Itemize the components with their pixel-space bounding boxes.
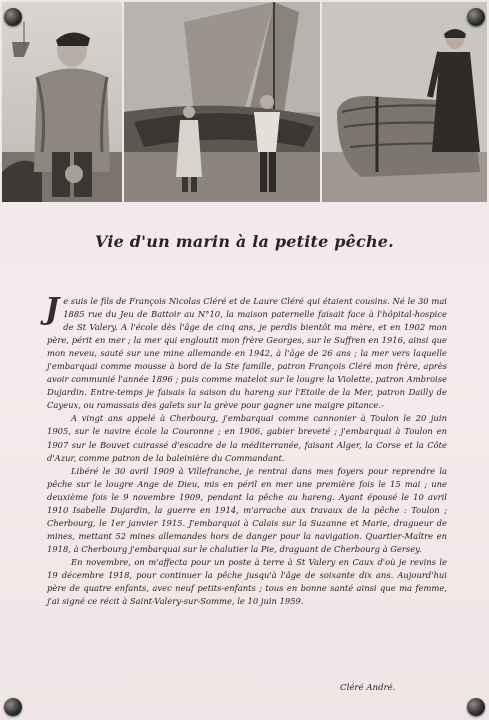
dropcap: J [45, 292, 60, 327]
paragraph-1: Je suis le fils de François Nicolas Cléré et de Laure Cléré qui étaient cousins. Né le 30 mai 1885 rue du Jeu de Battoir au N°10, la maison paternelle faisait face à l'hôpital-hospice de St Valery. A l'école dès l'âge de cinq ans, je perdis bientôt ma mère, et en 1902 mon père, périt en mer ; la mer qui engloutit mon frère Georges, sur le Suffren en 1916, ainsi que mon neveu, sauté sur une mine allemande en 1942, à l'âge de 26 ans ; la mer vers laquelle j'embarquai comme mousse à bord de la Ste famille, patron François Cléré mon frère, après avoir communié l'année 1896 ; puis comme matelot sur le lougre la Violette, patron Ambroise Dujardin. Entre-temps je faisais la saison du hareng sur l'Etoile de la Mer, patron Dailly de Cayeux, ou ramassais des galets sur la grève pour gagner une maigre pitance.- [45, 292, 447, 411]
paragraph-3: Libéré le 30 avril 1909 à Villefranche, je rentrai dans mes foyers pour reprendre la pêche sur le lougre Ange de Dieu, mis en péril en mer une première fois le 15 mai ; une deuxième fois le 9 novembre 1909, pendant la pêche au hareng. Ayant épousé le 10 avril 1910 Isabelle Dujardin, la guerre en 1914, m'arrache aux travaux de la pêche : Toulon ; Cherbourg, le 1er janvier 1915. J'embarquai à Calais sur la Suzanne et Marie, dragueur de mines, mettant 52 mines allemandes hors de danger pour la navigation. Quartier-Maître en 1918, à Cherbourg j'embarquai sur le chalutier la Pie, draguant de Cherbourg à Gersey. [47, 465, 447, 554]
paragraph-4: En novembre, on m'affecta pour un poste à terre à St Valery en Caux d'où je revins le 19 décembre 1918, pour continuer la pêche jusqu'à l'âge de soixante dix ans. Aujourd'hui père de quatre enfants, avec neuf petits-enfants ; tous en bonne santé ainsi que ma femme, j'ai signé ce récit à Saint-Valery-sur-Somme, le 10 juin 1959. [47, 556, 447, 607]
woman-on-boat-photo [322, 2, 487, 202]
screw-icon [4, 698, 22, 716]
story-text [45, 292, 447, 608]
screw-icon [467, 698, 485, 716]
signature: Cléré André. [340, 683, 396, 693]
screw-icon [4, 8, 22, 26]
page-title: Vie d'un marin à la petite pêche. [95, 232, 394, 251]
paragraph-2: A vingt ans appelé à Cherbourg, j'embarquai comme cannonier à Toulon le 20 juin 1905, sur le navire école la Couronne ; en 1906, gabier breveté ; j'embarquai à Toulon en 1907 sur le Bouvet cuirassé d'escadre de la méditerranée, faisant Alger, la Corse et la Côte d'Azur, comme patron de la baleinière du Commandant. [47, 413, 447, 463]
fisherman-portrait-photo [2, 2, 122, 202]
screw-icon [467, 8, 485, 26]
couple-by-sailboat-photo [124, 2, 320, 202]
photo-strip [2, 2, 487, 202]
